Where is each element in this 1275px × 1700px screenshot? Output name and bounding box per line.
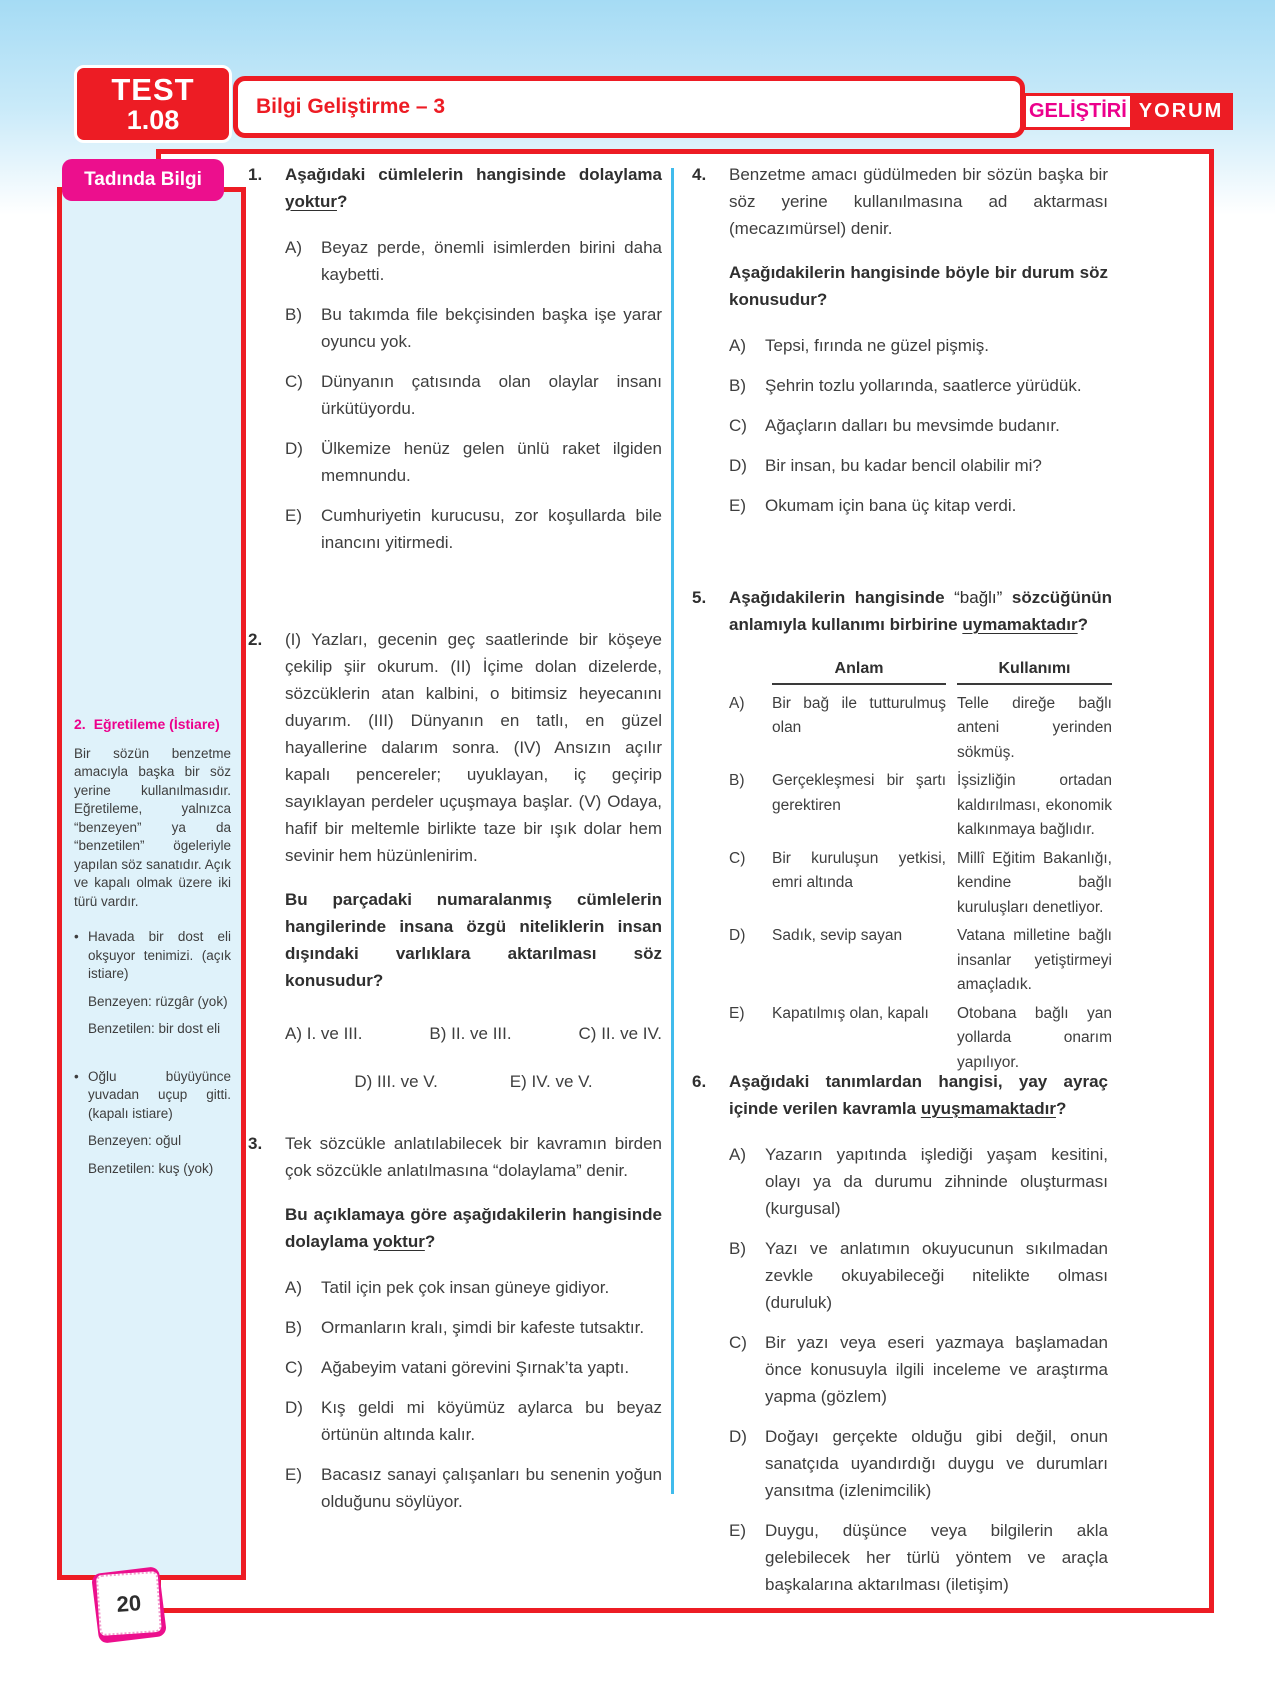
answer-option-row <box>285 1068 662 1095</box>
sidebar-bullet-line: Benzetilen: bir dost eli <box>88 1021 221 1036</box>
sidebar-note-paragraph: Bir sözün benzetme amacıyla başka bir söz yerine kullanılmasıdır. Eğretileme, yalnızca “benzeyen” ya da “benzetilen” ögeleriyle yapılan söz sanatıdır. Açık ve kapalı olmak üzere iki türü vardır. <box>74 745 231 909</box>
sidebar-bullet-text: • Havada bir dost eli okşuyor tenimizi. (açık istiare) <box>88 929 231 981</box>
table-row-letter: B) <box>729 772 745 789</box>
question-stem: Bu parçadaki numaralanmış cümlelerin hangilerinde insana özgü niteliklerin insan dışındaki varlıklara aktarılması söz konusudur? <box>285 890 662 990</box>
answer-option: E) Okumam için bana üç kitap verdi. <box>729 496 1017 515</box>
question-stem: Aşağıdaki cümlelerin hangisinde dolaylama yoktur? <box>285 165 662 211</box>
publisher-logo <box>1023 93 1233 130</box>
table-row-letter: E) <box>729 1004 745 1022</box>
answer-option: D) III. ve V. <box>354 1072 438 1091</box>
question-3 <box>248 1130 662 1515</box>
question-number: 3. <box>248 1134 263 1153</box>
page-number: 20 <box>96 1571 162 1636</box>
answer-option: B) II. ve III. <box>429 1024 512 1043</box>
question-number: 4. <box>692 165 707 184</box>
answer-option: D) Doğayı gerçekte olduğu gibi değil, onun sanatçıda uyandırdığı duygu ve durumları yansıtma (izlenimcilik) <box>729 1427 1108 1500</box>
question-number: 2. <box>248 630 263 649</box>
question-paragraph: Benzetme amacı güdülmeden bir sözün başka bir söz yerine kullanılmasına ad aktarması (mecazımürsel) denir. <box>729 165 1108 238</box>
page-title-bar <box>233 76 1025 138</box>
answer-option: A) Tatil için pek çok insan güneye gidiyor. <box>285 1278 610 1297</box>
table-cell-kullanim: Otobana bağlı yan yollarda onarım yapılıyor. <box>957 1004 1112 1071</box>
question-stem: Bu açıklamaya göre aşağıdakilerin hangisinde dolaylama yoktur? <box>285 1205 662 1251</box>
question-body <box>285 1130 662 1515</box>
table-cell-kullanim: Vatana milletine bağlı insanlar yetiştirmeyi amaçladık. <box>957 927 1112 993</box>
answer-option: A) Tepsi, fırında ne güzel pişmiş. <box>729 336 989 355</box>
answer-option: B) Şehrin tozlu yollarında, saatlerce yürüdük. <box>729 376 1082 395</box>
sidebar-badge: Tadında Bilgi <box>62 159 224 201</box>
sidebar-bullet-line: Benzeyen: oğul <box>88 1133 182 1148</box>
question-5 <box>692 584 1112 1079</box>
answer-option-row <box>285 1020 662 1047</box>
sidebar-bullet-line: Benzeyen: rüzgâr (yok) <box>88 993 228 1009</box>
table-cell-kullanim: İşsizliğin ortadan kaldırılması, ekonomik kalkınmaya bağlıdır. <box>957 772 1112 838</box>
answer-option: C) II. ve IV. <box>578 1024 662 1043</box>
answer-option: A) Yazarın yapıtında işlediği yaşam kesitini, olayı ya da durumu zihninde oluşturması (kurgusal) <box>729 1145 1108 1218</box>
table-cell-anlam: Bir kuruluşun yetkisi, emri altında <box>772 849 946 891</box>
sidebar-bullet-line: Benzetilen: kuş (yok) <box>88 1160 214 1176</box>
question-body <box>729 584 1112 1079</box>
question-body <box>285 161 662 556</box>
answer-option: B) Ormanların kralı, şimdi bir kafeste tutsaktır. <box>285 1318 645 1337</box>
answer-option: C) Bir yazı veya eseri yazmaya başlamadan önce konusuyla ilgili inceleme ve araştırma yapma (gözlem) <box>729 1333 1108 1406</box>
table-row-letter: D) <box>729 927 746 944</box>
publisher-logo-left: GELİŞTİRİ <box>1023 93 1133 130</box>
question-paragraph: Tek sözcükle anlatılabilecek bir kavramın birden çok sözcükle anlatılmasına “dolaylama” denir. <box>285 1134 662 1180</box>
question-paragraph: (I) Yazları, gecenin geç saatlerinde bir köşeye çekilip şiir okurum. (II) İçime dolan dizelerde, sözcüklerin atan kalbini, o bitimsiz heyecanını duyarım. (III) Dünyanın en tatlı, en güzel hayallerine dalarım sonra. (IV) Ansızın açılır kapalı pencereler; uyuklayan, iç geçirip sayıklayan perdeler uçuşmaya başlar. (V) Odaya, hafif bir meltemle birlikte taze bir ışık dolar hem sevinir hem hüzünlenirim. <box>285 630 662 865</box>
question-body <box>729 1068 1108 1598</box>
table-header-kullanimi: Kullanımı <box>957 657 1112 685</box>
answer-option: C) Ağaçların dalları bu mevsimde budanır. <box>729 416 1060 435</box>
test-number: 1.08 <box>126 105 180 135</box>
question-1 <box>248 161 662 556</box>
answer-option: D) Bir insan, bu kadar bencil olabilir mi? <box>729 456 1042 475</box>
answer-option: A) Beyaz perde, önemli isimlerden birini daha kaybetti. <box>285 238 662 284</box>
table-cell-anlam: Kapatılmış olan, kapalı <box>772 1004 929 1022</box>
sidebar-bullet <box>74 1068 231 1124</box>
question-6 <box>692 1068 1108 1598</box>
question-number: 1. <box>248 165 263 184</box>
test-label: TEST <box>111 72 195 107</box>
answer-option: E) Duygu, düşünce veya bilgilerin akla gelebilecek her türlü yöntem ve araçla başkalarına aktarılması (iletişim) <box>729 1521 1108 1594</box>
page-title: Bilgi Geliştirme – 3 <box>256 95 446 118</box>
question-body <box>729 161 1108 519</box>
answer-option: C) Ağabeyim vatani görevini Şırnak’ta yaptı. <box>285 1358 630 1377</box>
question-stem: Aşağıdaki tanımlardan hangisi, yay ayraç içinde verilen kavramla uyuşmamaktadır? <box>729 1072 1108 1118</box>
question-stem: Aşağıdakilerin hangisinde böyle bir durum söz konusudur? <box>729 263 1108 309</box>
sidebar-bullet-text: • Oğlu büyüyünce yuvadan uçup gitti. (kapalı istiare) <box>88 1068 231 1121</box>
table-cell-anlam: Gerçekleşmesi bir şartı gerektiren <box>772 772 946 814</box>
table-header-anlam: Anlam <box>772 657 946 685</box>
table-row-letter: C) <box>729 849 746 867</box>
sidebar-note-heading <box>74 715 231 734</box>
answer-option: E) IV. ve V. <box>509 1072 593 1091</box>
answer-option: B) Bu takımda file bekçisinden başka işe yarar oyuncu yok. <box>285 305 662 351</box>
table-cell-kullanim: Telle direğe bağlı anteni yerinden sökmüş. <box>957 694 1112 761</box>
table-cell-kullanim: Millî Eğitim Bakanlığı, kendine bağlı kuruluşları denetliyor. <box>957 849 1112 916</box>
sidebar-note-number: 2. <box>74 716 86 732</box>
question-stem: Aşağıdakilerin hangisinde “bağlı” sözcüğünün anlamıyla kullanımı birbirine uymamaktadır? <box>729 588 1112 634</box>
publisher-logo-right: YORUM <box>1133 93 1233 130</box>
table-cell-anlam: Sadık, sevip sayan <box>772 927 903 944</box>
answer-option: D) Kış geldi mi köyümüz aylarca bu beyaz örtünün altında kalır. <box>285 1398 662 1444</box>
sidebar-note-title: Eğretileme (İstiare) <box>93 716 220 732</box>
column-divider <box>671 168 674 1494</box>
page-number-badge <box>91 1566 167 1644</box>
answer-option: E) Cumhuriyetin kurucusu, zor koşullarda bile inancını yitirmedi. <box>285 506 662 552</box>
question-number: 5. <box>692 588 707 607</box>
table-row-letter: A) <box>729 694 745 712</box>
sidebar-bullet <box>74 928 231 984</box>
table-cell-anlam: Bir bağ ile tutturulmuş olan <box>772 694 946 736</box>
question-body <box>285 626 662 1095</box>
question-number: 6. <box>692 1072 707 1091</box>
meaning-usage-table <box>729 657 1112 1079</box>
answer-option: B) Yazı ve anlatımın okuyucunun sıkılmadan zevkle okuyabileceği nitelikte olması (duruluk) <box>729 1239 1108 1312</box>
answer-option: C) Dünyanın çatısında olan olaylar insanı ürkütüyordu. <box>285 372 662 418</box>
test-number-box <box>74 65 232 143</box>
sidebar-note <box>74 715 231 1178</box>
answer-option: E) Bacasız sanayi çalışanları bu senenin yoğun olduğunu söylüyor. <box>285 1465 662 1511</box>
question-2 <box>248 626 662 1095</box>
question-4 <box>692 161 1108 519</box>
answer-option: A) I. ve III. <box>285 1024 363 1043</box>
answer-option: D) Ülkemize henüz gelen ünlü raket ilgiden memnundu. <box>285 439 662 485</box>
